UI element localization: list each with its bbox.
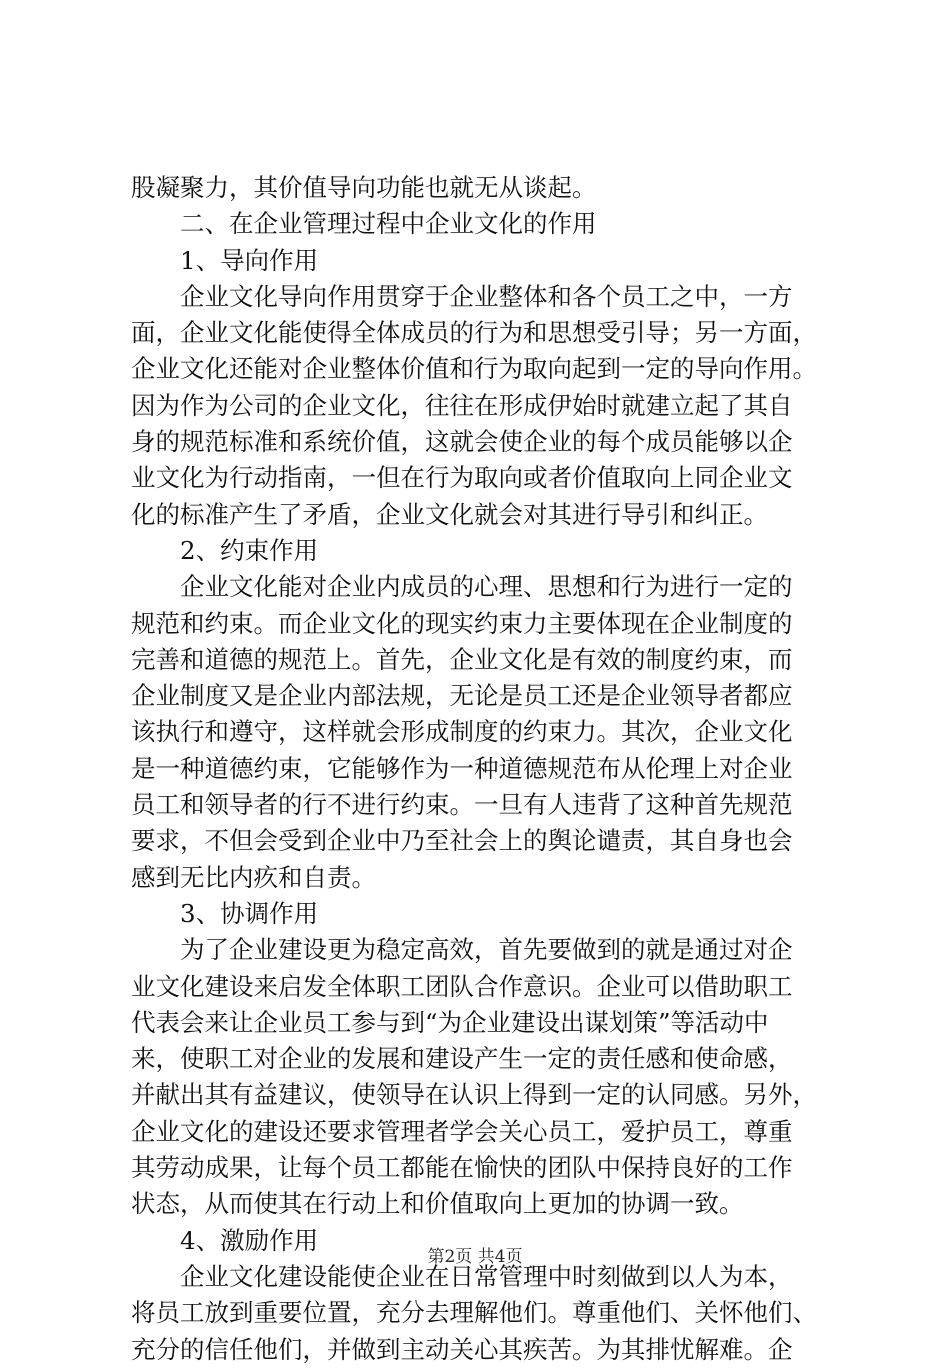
text-line: 2、约束作用 xyxy=(180,535,319,565)
text-line: 因为作为公司的企业文化，往往在形成伊始时就建立起了其自 xyxy=(131,390,793,420)
text-line: 来，使职工对企业的发展和建设产生一定的责任感和使命感， xyxy=(131,1044,793,1074)
text-line: 业文化建设来启发全体职工团队合作意识。企业可以借助职工 xyxy=(131,971,793,1001)
text-line: 1、导向作用 xyxy=(180,245,319,275)
text-line: 4、激励作用 xyxy=(180,1225,319,1255)
text-line: 感到无比内疚和自责。 xyxy=(131,862,376,892)
text-line: 规范和约束。而企业文化的现实约束力主要体现在企业制度的 xyxy=(131,608,793,638)
text-line: 为了企业建设更为稳定高效，首先要做到的就是通过对企 xyxy=(180,935,793,965)
text-line: 要求，不但会受到企业中乃至社会上的舆论谴责，其自身也会 xyxy=(131,826,793,856)
text-line: 状态，从而使其在行动上和价值取向上更加的协调一致。 xyxy=(131,1189,744,1219)
text-line: 企业文化还能对企业整体价值和行为取向起到一定的导向作用。 xyxy=(131,354,817,384)
text-line: 充分的信任他们，并做到主动关心其疾苦。为其排忧解难。企 xyxy=(131,1334,793,1364)
text-line: 将员工放到重要位置，充分去理解他们。尊重他们、关怀他们、 xyxy=(131,1298,817,1328)
text-line: 完善和道德的规范上。首先，企业文化是有效的制度约束，而 xyxy=(131,644,793,674)
text-line: 该执行和遵守，这样就会形成制度的约束力。其次，企业文化 xyxy=(131,717,793,747)
text-line: 面，企业文化能使得全体成员的行为和思想受引导；另一方面， xyxy=(131,318,817,348)
text-line: 3、协调作用 xyxy=(180,898,319,928)
text-line: 员工和领导者的行不进行约束。一旦有人违背了这种首先规范 xyxy=(131,790,793,820)
text-line: 并献出其有益建议，使领导在认识上得到一定的认同感。另外， xyxy=(131,1080,817,1110)
text-line: 其劳动成果，让每个员工都能在愉快的团队中保持良好的工作 xyxy=(131,1153,793,1183)
text-line: 企业文化建设能使企业在日常管理中时刻做到以人为本， xyxy=(180,1261,793,1291)
text-line: 是一种道德约束，它能够作为一种道德规范布从伦理上对企业 xyxy=(131,753,793,783)
page-number-footer: 第2页 共4页 xyxy=(427,1247,523,1267)
text-line: 企业文化的建设还要求管理者学会关心员工，爱护员工，尊重 xyxy=(131,1116,793,1146)
text-line: 二、在企业管理过程中企业文化的作用 xyxy=(180,209,597,239)
text-line: 业文化为行动指南，一但在行为取向或者价值取向上同企业文 xyxy=(131,463,793,493)
text-line: 化的标准产生了矛盾，企业文化就会对其进行导引和纠正。 xyxy=(131,499,768,529)
text-line: 企业文化导向作用贯穿于企业整体和各个员工之中，一方 xyxy=(180,281,793,311)
text-line: 企业文化能对企业内成员的心理、思想和行为进行一定的 xyxy=(180,572,793,602)
text-line: 股凝聚力，其价值导向功能也就无从谈起。 xyxy=(131,173,597,202)
text-line: 代表会来让企业员工参与到“为企业建设出谋划策”等活动中 xyxy=(131,1007,769,1037)
document-body xyxy=(131,170,835,1368)
text-line: 企业制度又是企业内部法规，无论是员工还是企业领导者都应 xyxy=(131,681,793,711)
text-line: 身的规范标准和系统价值，这就会使企业的每个成员能够以企 xyxy=(131,427,793,457)
